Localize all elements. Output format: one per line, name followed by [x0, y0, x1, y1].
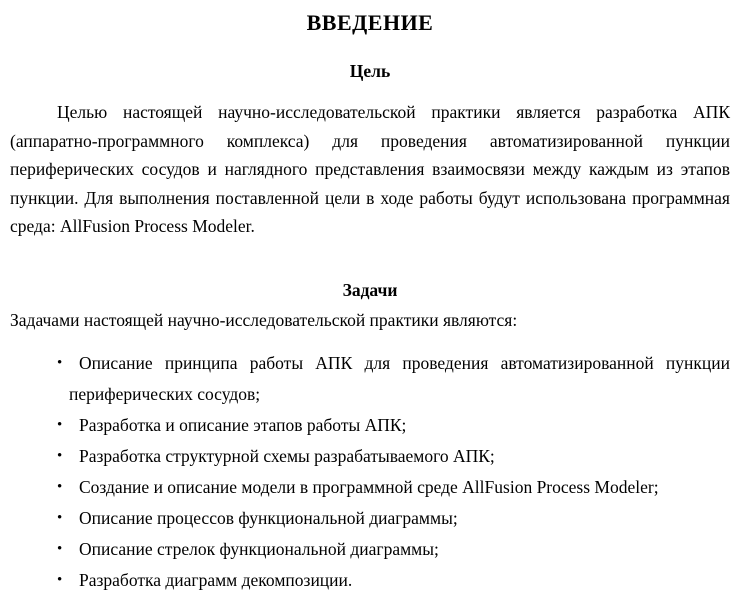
list-item	[10, 534, 730, 565]
list-item	[10, 348, 730, 410]
task-list	[10, 348, 730, 596]
bullet-icon: •	[57, 448, 63, 464]
bullet-icon: •	[57, 572, 63, 588]
list-item-line: Создание и описание модели в программной среде AllFusion Process Modeler;	[79, 477, 659, 497]
list-item-line: Описание принципа работы АПК для проведения автоматизированной пункции	[79, 353, 730, 373]
bullet-icon: •	[57, 355, 63, 371]
page-title: ВВЕДЕНИЕ	[306, 10, 434, 35]
section-heading-tasks: Задачи	[342, 279, 398, 300]
list-item-line: Описание процессов функциональной диаграммы;	[79, 508, 458, 528]
list-item-line: Разработка диаграмм декомпозиции.	[79, 570, 353, 590]
bullet-icon: •	[57, 417, 63, 433]
list-item	[10, 565, 730, 596]
list-item-line: Разработка и описание этапов работы АПК;	[79, 415, 407, 435]
goal-paragraph-line: Целью настоящей научно-исследовательской практики является разработка АПК	[57, 102, 730, 122]
list-item	[10, 503, 730, 534]
list-item-line: периферических сосудов;	[69, 384, 261, 404]
section-heading-goal: Цель	[349, 61, 391, 81]
goal-paragraph-line: (аппаратно-программного комплекса) для проведения автоматизированной пункции	[10, 130, 730, 151]
list-item	[10, 410, 730, 441]
goal-paragraph-line: периферических сосудов и наглядного представления взаимосвязи между каждым из этапов	[10, 159, 730, 179]
goal-paragraph	[10, 98, 730, 241]
list-item-line: Разработка структурной схемы разрабатываемого АПК;	[79, 446, 495, 466]
bullet-icon: •	[57, 479, 63, 495]
bullet-icon: •	[57, 510, 63, 526]
bullet-icon: •	[57, 541, 63, 557]
list-item	[10, 472, 730, 503]
goal-paragraph-line: пункции. Для выполнения поставленной цели в ходе работы будут использована программная	[10, 187, 730, 208]
goal-paragraph-line: среда: AllFusion Process Modeler.	[10, 216, 255, 236]
list-item-line: Описание стрелок функциональной диаграммы;	[79, 539, 439, 559]
tasks-intro: Задачами настоящей научно-исследовательской практики являются:	[10, 309, 518, 330]
list-item	[10, 441, 730, 472]
